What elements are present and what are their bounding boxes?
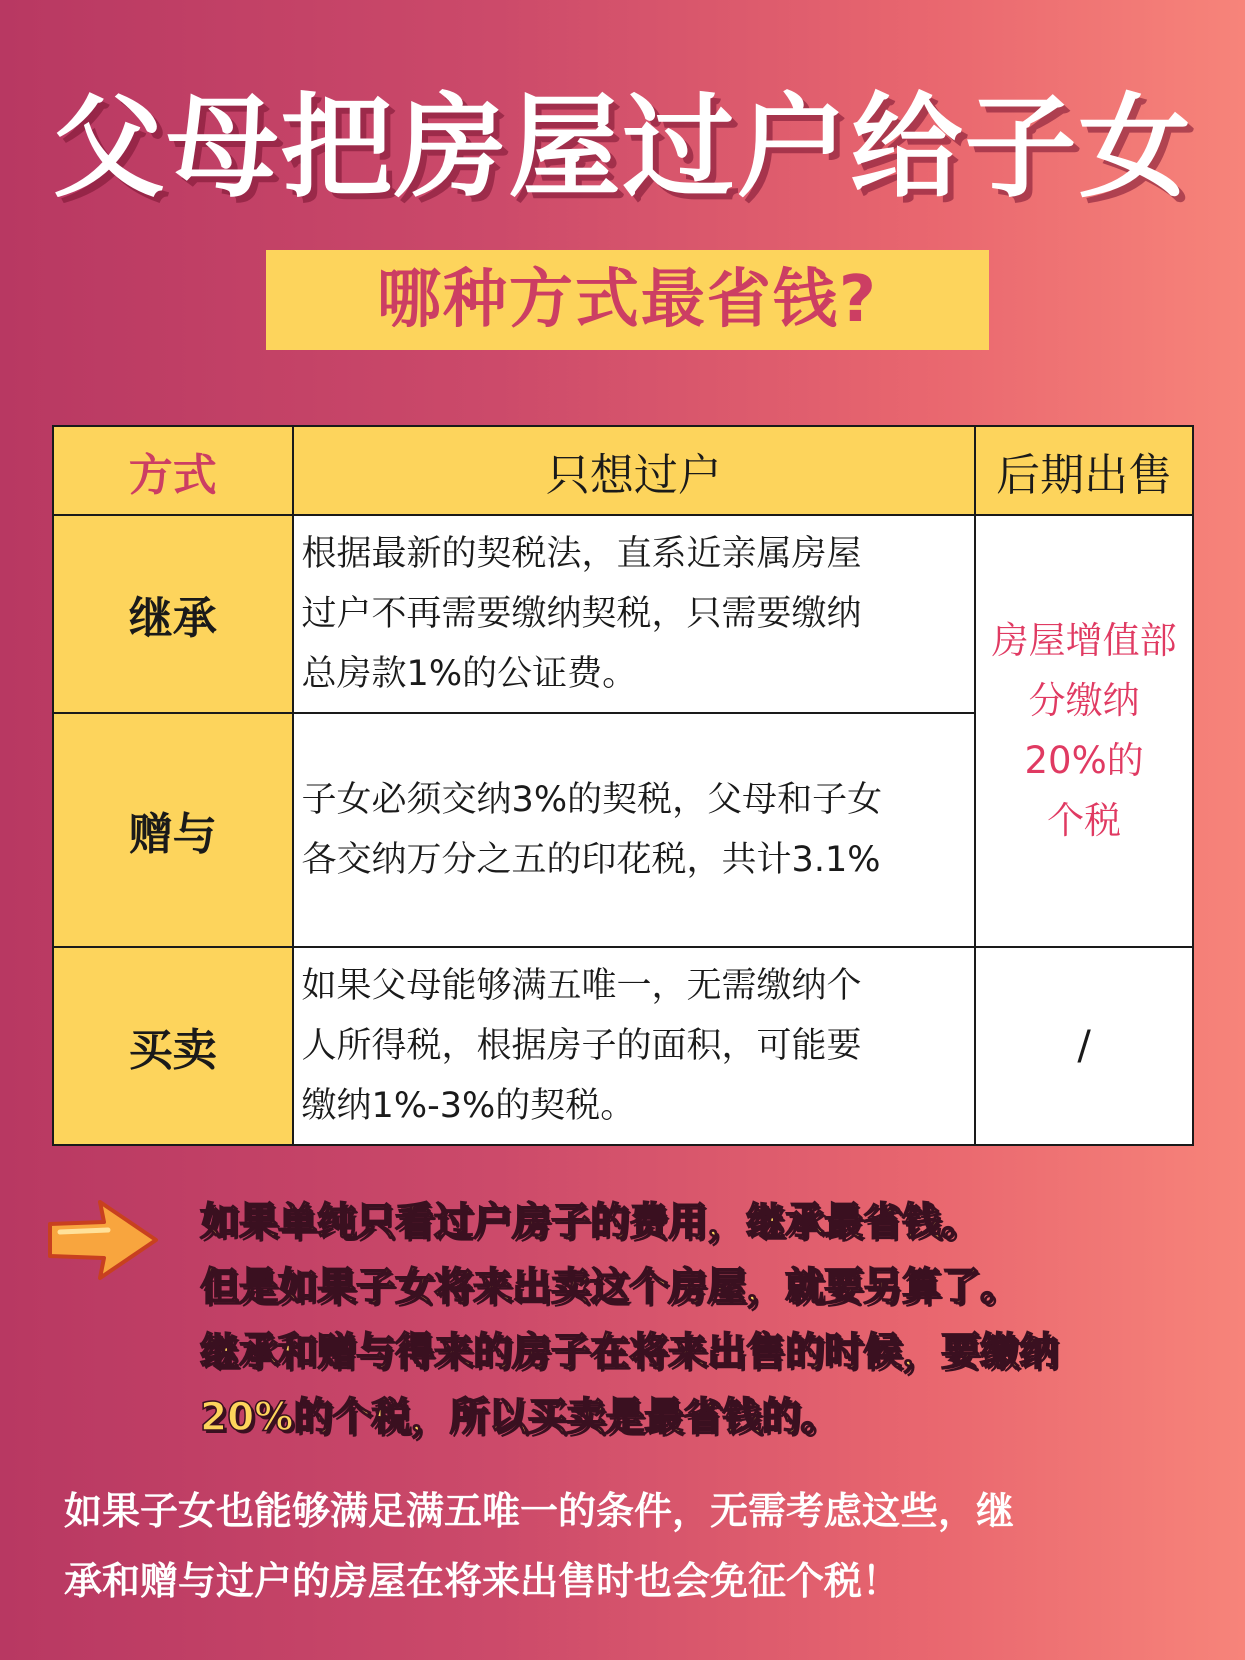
desc-line: 如果父母能够满五唯一，无需缴纳个 xyxy=(301,966,862,1006)
desc-line: 缴纳1%-3%的契税。 xyxy=(301,1086,636,1126)
note-line: 继承和赠与得来的房子在将来出售的时候，要缴纳 xyxy=(200,1330,1059,1375)
note-line: 如果单纯只看过户房子的费用，继承最省钱。 xyxy=(200,1200,981,1245)
row-desc-gift xyxy=(293,713,976,947)
header-later-sale: 后期出售 xyxy=(975,426,1193,515)
row-method-inherit: 继承 xyxy=(53,515,293,713)
page-subtitle: 哪种方式最省钱? xyxy=(376,263,879,337)
header-transfer-only: 只想过户 xyxy=(293,426,976,515)
footer-line: 如果子女也能够满足满五唯一的条件，无需考虑这些，继 xyxy=(64,1489,1015,1533)
desc-line: 子女必须交纳3%的契税，父母和子女 xyxy=(301,780,883,820)
note-line: 但是如果子女将来出卖这个房屋，就要另算了。 xyxy=(200,1265,1020,1310)
table-row xyxy=(53,515,1193,713)
sale-line: 分缴纳 xyxy=(1028,679,1140,722)
footer-line: 承和赠与过户的房屋在将来出售时也会免征个税！ xyxy=(64,1559,901,1603)
desc-line: 过户不再需要缴纳契税，只需要缴纳 xyxy=(301,594,862,634)
table-row xyxy=(53,947,1193,1145)
sale-line: 20%的 xyxy=(1024,739,1144,782)
footer-tip xyxy=(64,1476,1184,1616)
row-method-sale: 买卖 xyxy=(53,947,293,1145)
desc-line: 总房款1%的公证费。 xyxy=(301,654,638,694)
sale-line: 个税 xyxy=(1047,799,1122,842)
desc-line: 人所得税，根据房子的面积，可能要 xyxy=(301,1026,862,1066)
note-line: 20%的个税，所以买卖是最省钱的。 xyxy=(200,1395,840,1440)
pointing-arrow-icon xyxy=(46,1198,161,1282)
row-method-gift: 赠与 xyxy=(53,713,293,947)
desc-line: 各交纳万分之五的印花税，共计3.1% xyxy=(301,840,881,880)
page-title: 父母把房屋过户给子女 xyxy=(52,83,1193,213)
comparison-table xyxy=(52,425,1194,1146)
row-desc-sale xyxy=(293,947,976,1145)
header-method: 方式 xyxy=(53,426,293,515)
conclusion-notes xyxy=(200,1190,1230,1450)
desc-line: 根据最新的契税法，直系近亲属房屋 xyxy=(301,534,862,574)
sale-tax-cell xyxy=(975,515,1193,947)
sale-line: 房屋增值部 xyxy=(991,619,1177,662)
row-desc-inherit xyxy=(293,515,976,713)
sale-none-cell: / xyxy=(975,947,1193,1145)
table-header-row xyxy=(53,426,1193,515)
